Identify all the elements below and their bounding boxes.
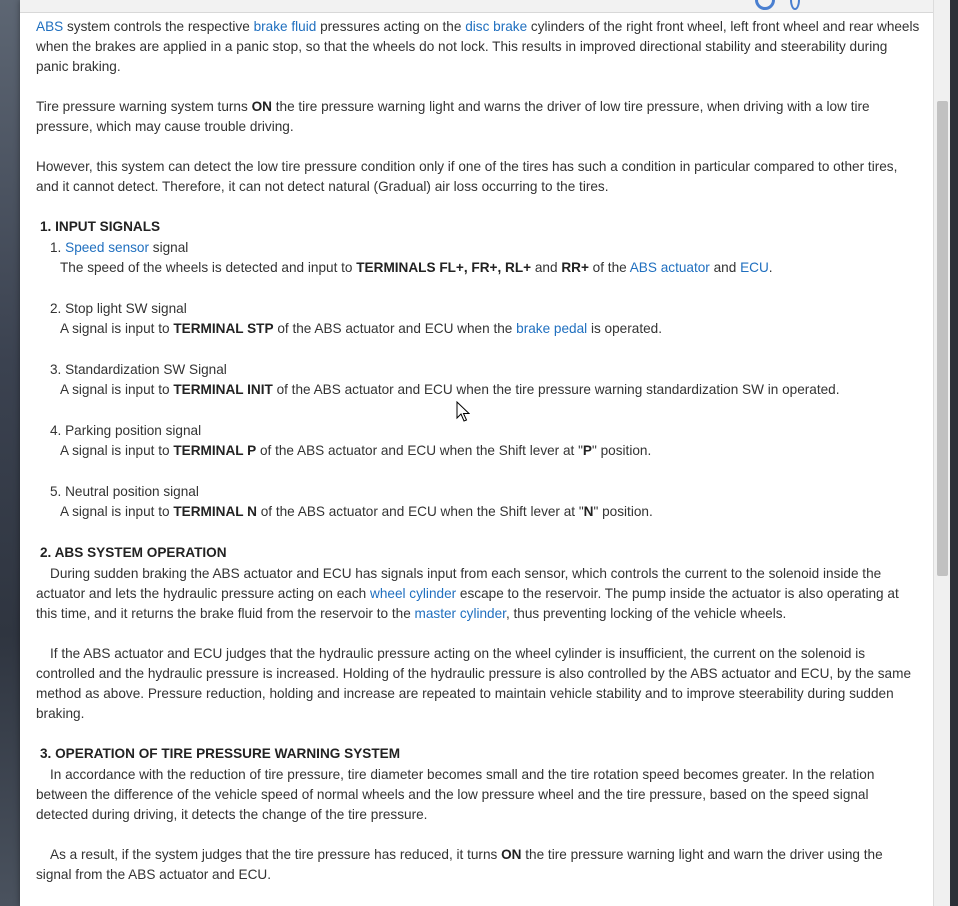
text: A signal is input to xyxy=(60,504,174,519)
input-signal-2-body xyxy=(60,319,920,339)
abs-operation-paragraph-1 xyxy=(36,564,920,624)
desktop-background xyxy=(0,0,20,906)
text: of the ABS actuator and ECU when the tire pressure warning standardization SW in operated. xyxy=(272,382,840,397)
article-content xyxy=(36,17,920,905)
text: The speed of the wheels is detected and input to xyxy=(60,260,357,275)
text: and xyxy=(709,260,741,275)
text: A signal is input to xyxy=(60,382,174,397)
text: , thus preventing locking of the vehicle wheels. xyxy=(505,606,787,621)
abs-link[interactable]: ABS xyxy=(36,19,64,34)
input-signal-5-body xyxy=(60,502,920,522)
position-label: N xyxy=(583,504,594,519)
input-signal-3-body xyxy=(60,380,920,400)
ecu-link[interactable]: ECU xyxy=(740,260,769,275)
text: . xyxy=(768,260,773,275)
terminal-label: RR+ xyxy=(561,260,589,275)
terminal-label: TERMINAL INIT xyxy=(173,382,273,397)
desktop-edge xyxy=(950,0,958,906)
text: " position. xyxy=(593,504,653,519)
terminal-label: TERMINAL N xyxy=(173,504,257,519)
position-label: P xyxy=(582,443,592,458)
input-signal-4-body xyxy=(60,441,920,461)
text: signal xyxy=(149,240,189,255)
input-signal-4-title: 4. Parking position signal xyxy=(50,423,202,438)
terminal-label: TERMINAL P xyxy=(173,443,257,458)
document-window xyxy=(20,0,933,906)
on-keyword: ON xyxy=(501,847,522,862)
profile-icon[interactable] xyxy=(755,0,775,10)
tpws-operation-paragraph-2 xyxy=(36,845,920,885)
scrollbar-thumb[interactable] xyxy=(937,101,948,576)
input-signal-1-body xyxy=(60,258,920,278)
mouse-pointer-icon xyxy=(456,401,470,423)
input-signal-3-title: 3. Standardization SW Signal xyxy=(50,362,227,377)
text: of the ABS actuator and ECU when the xyxy=(273,321,517,336)
intro-abs-paragraph xyxy=(36,17,920,77)
text: of the xyxy=(588,260,630,275)
brake-pedal-link[interactable]: brake pedal xyxy=(516,321,588,336)
terminal-label: TERMINALS FL+, FR+, RL+ xyxy=(356,260,532,275)
text: cylinders of the right front wheel, left front wheel and rear wheels when the brakes are applied in a panic stop, so that the wheels do not lock. This results in improved directional stability and steerability during panic braking. xyxy=(36,19,920,74)
text: of the ABS actuator and ECU when the Shift lever at " xyxy=(256,443,583,458)
text: Tire pressure warning system turns xyxy=(36,99,252,114)
vertical-scrollbar[interactable] xyxy=(933,0,951,906)
text: escape to the reservoir. The pump inside the actuator is also operating at this time, and it returns the brake fluid from the reservoir to the xyxy=(36,586,899,621)
window-topbar xyxy=(20,0,933,13)
text: system controls the respective xyxy=(63,19,254,34)
on-keyword: ON xyxy=(251,99,272,114)
section-heading-abs-operation: 2. ABS SYSTEM OPERATION xyxy=(40,545,227,560)
brake-fluid-link[interactable]: brake fluid xyxy=(253,19,317,34)
text: " position. xyxy=(592,443,652,458)
text: As a result, if the system judges that the tire pressure has reduced, it turns xyxy=(50,847,502,862)
text: 1. xyxy=(50,240,66,255)
section-heading-tpws-operation: 3. OPERATION OF TIRE PRESSURE WARNING SYSTEM xyxy=(40,746,401,761)
text: of the ABS actuator and ECU when the Shift lever at " xyxy=(256,504,584,519)
text: is operated. xyxy=(587,321,662,336)
text: A signal is input to xyxy=(60,321,174,336)
text: the tire pressure warning light and warns the driver of low tire pressure, when driving with a low tire pressure, which may cause trouble driving. xyxy=(36,99,870,134)
disc-brake-link[interactable]: disc brake xyxy=(465,19,528,34)
text: the tire pressure warning light and warn the driver using the signal from the ABS actuator and ECU. xyxy=(36,847,883,882)
abs-actuator-link[interactable]: ABS actuator xyxy=(629,260,710,275)
input-signal-1-title xyxy=(50,238,920,258)
text: and xyxy=(531,260,562,275)
menu-icon[interactable] xyxy=(790,0,800,10)
section-heading-input-signals: 1. INPUT SIGNALS xyxy=(40,219,161,234)
abs-operation-paragraph-2: If the ABS actuator and ECU judges that the hydraulic pressure acting on the wheel cylinder is insufficient, the current on the solenoid is controlled and the hydraulic pressure is increased. Holding of the hydraulic pressure is also controlled by the ABS actuator and ECU, by the same method as above. Pressure reduction, holding and increase are repeated to maintain vehicle stability and to improve steerability during sudden braking. xyxy=(36,646,912,721)
terminal-label: TERMINAL STP xyxy=(173,321,274,336)
input-signal-5-title: 5. Neutral position signal xyxy=(50,484,199,499)
tpws-operation-paragraph-1: In accordance with the reduction of tire pressure, tire diameter becomes small and the tire rotation speed becomes greater. In the relation between the difference of the vehicle speed of normal wheels and the low pressure wheel and the tire pressure, based on the speed signal detected during driving, it detects the change of the tire pressure. xyxy=(36,767,875,822)
speed-sensor-link[interactable]: Speed sensor xyxy=(65,240,150,255)
text: During sudden braking the ABS actuator and ECU has signals input from each sensor, which controls the current to the solenoid inside the actuator and lets the hydraulic pressure acting on each xyxy=(36,566,882,601)
text: pressures acting on the xyxy=(316,19,466,34)
input-signal-2-title: 2. Stop light SW signal xyxy=(50,301,187,316)
intro-tpws-paragraph xyxy=(36,97,920,137)
intro-however-paragraph: However, this system can detect the low tire pressure condition only if one of the tires has such a condition in particular compared to other tires, and it cannot detect. Therefore, it can not detect natural (Gradual) air loss occurring to the tires. xyxy=(36,159,898,194)
text: A signal is input to xyxy=(60,443,174,458)
wheel-cylinder-link[interactable]: wheel cylinder xyxy=(370,586,457,601)
master-cylinder-link[interactable]: master cylinder xyxy=(414,606,506,621)
